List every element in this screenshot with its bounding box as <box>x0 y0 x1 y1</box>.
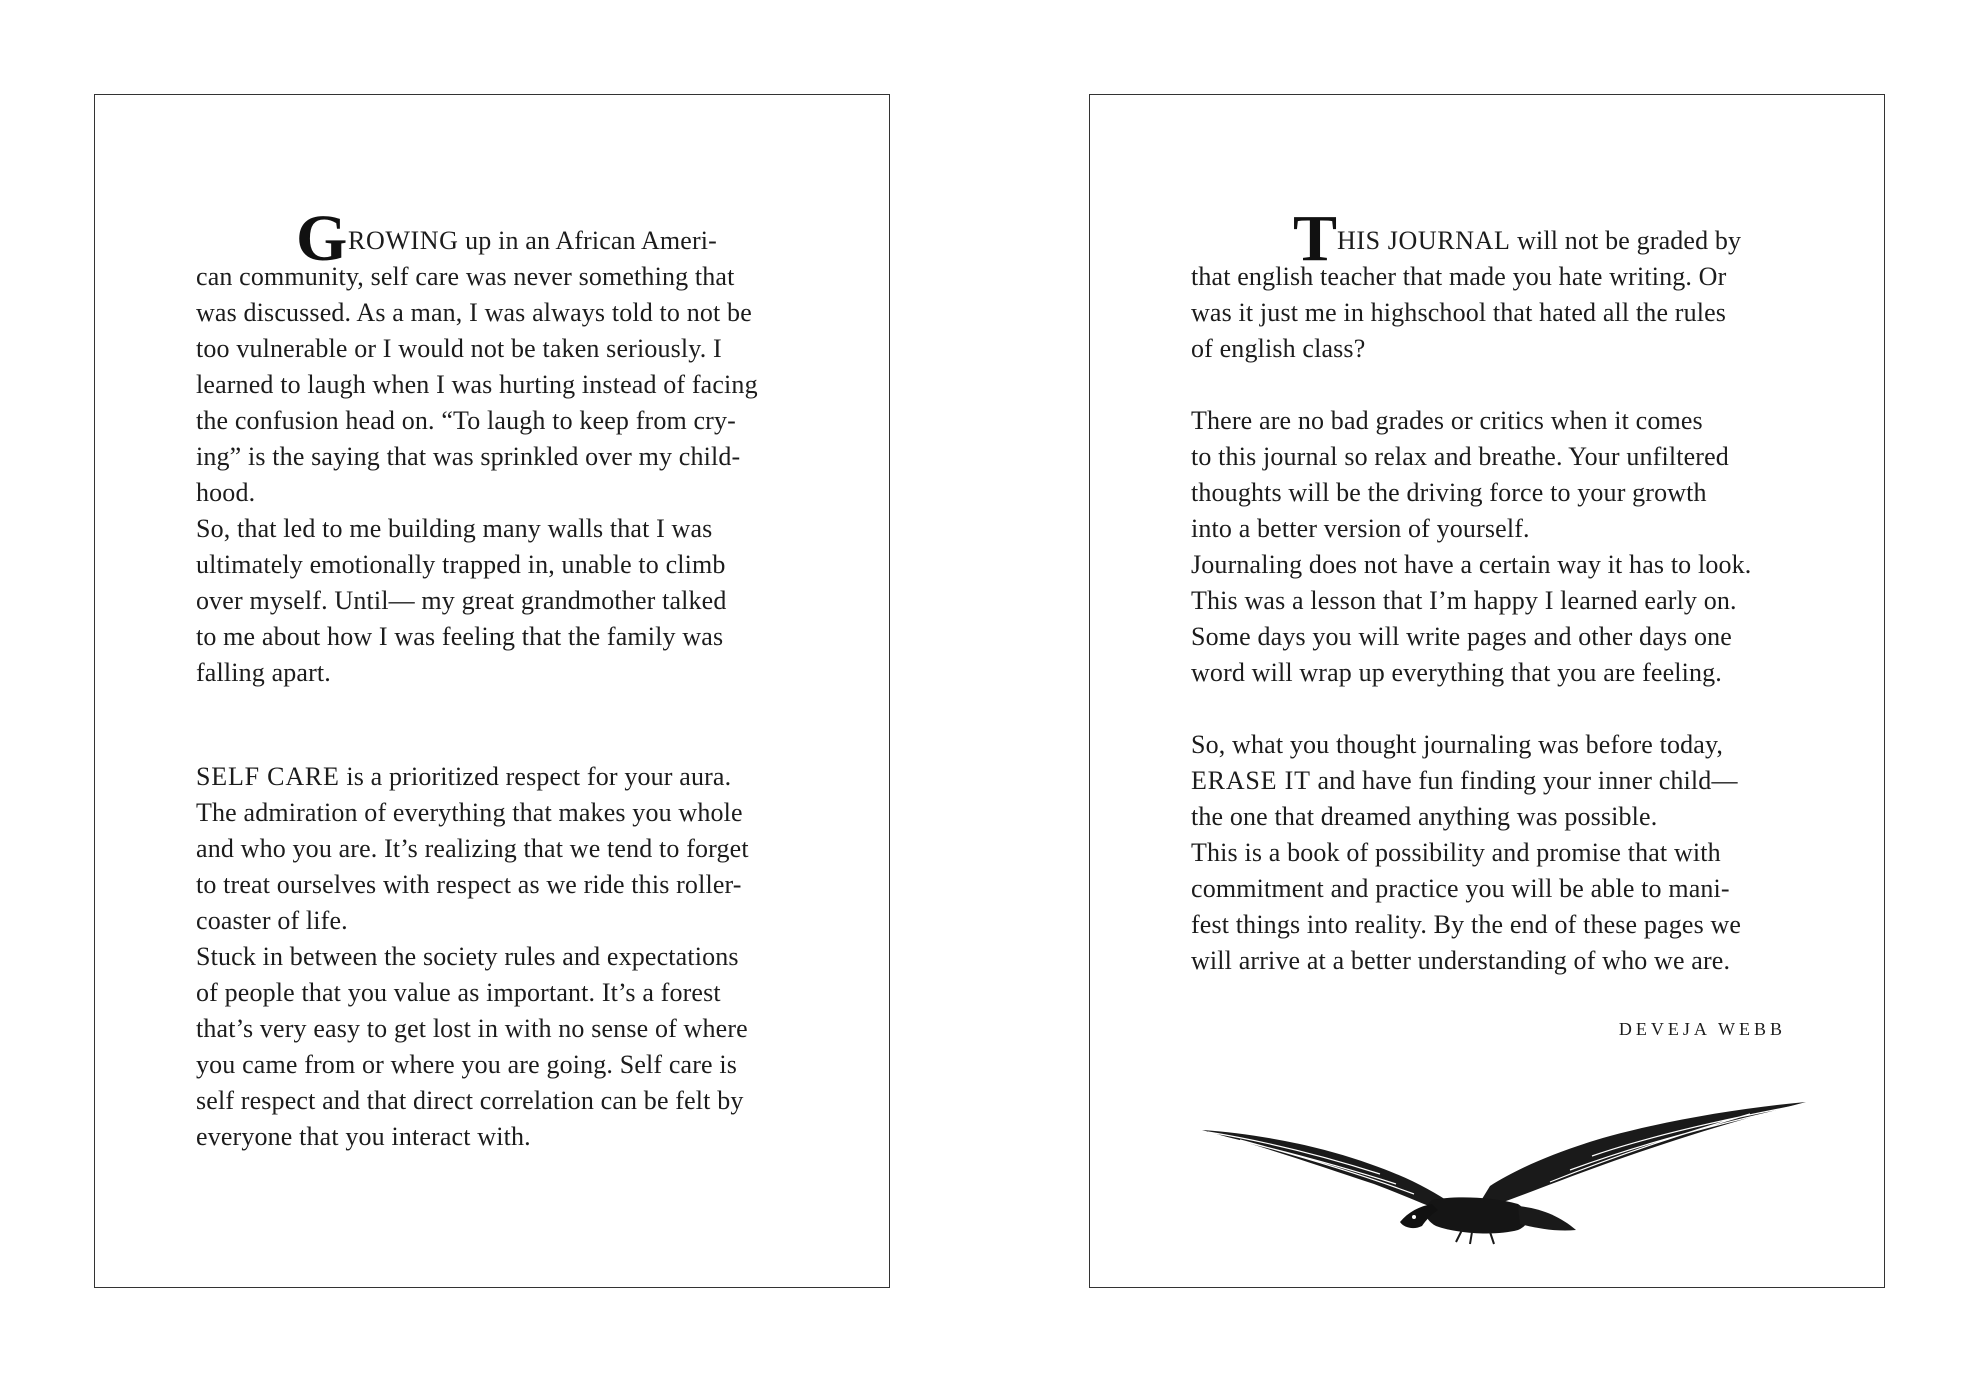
self-care-section <box>196 759 793 1155</box>
journaling-way-paragraph <box>1191 547 1788 691</box>
lead-word: ROWING <box>348 226 459 255</box>
text-line: There are no bad grades or critics when it comes <box>1191 406 1703 435</box>
text-line: will arrive at a better understanding of who we are. <box>1191 946 1731 975</box>
text-line: of people that you value as important. It’s a forest <box>196 978 721 1007</box>
text-line: This was a lesson that I’m happy I learned early on. <box>1191 586 1737 615</box>
text-line: and have fun finding your inner child— <box>1317 766 1738 795</box>
text-line: hood. <box>196 478 256 507</box>
self-care-paragraph <box>196 759 793 939</box>
text-line: learned to laugh when I was hurting instead of facing <box>196 370 758 399</box>
text-line: can community, self care was never something that <box>196 262 735 291</box>
text-line: fest things into reality. By the end of these pages we <box>1191 910 1742 939</box>
right-page <box>1089 94 1885 1288</box>
no-bad-grades-section <box>1191 403 1788 691</box>
text-line: word will wrap up everything that you are feeling. <box>1191 658 1722 687</box>
no-bad-grades-paragraph <box>1191 403 1788 547</box>
text-line: will not be graded by <box>1517 226 1742 255</box>
text-line: too vulnerable or I would not be taken seriously. I <box>196 334 722 363</box>
growing-up-section <box>196 202 793 691</box>
author-signature: DEVEJA WEBB <box>1618 1019 1786 1039</box>
text-line: So, what you thought journaling was before today, <box>1191 730 1724 759</box>
this-journal-section <box>1191 202 1788 367</box>
growing-up-paragraph <box>196 202 793 511</box>
text-line: that english teacher that made you hate writing. Or <box>1191 262 1727 291</box>
text-line: thoughts will be the driving force to your growth <box>1191 478 1707 507</box>
erase-it-keyword: ERASE IT <box>1191 766 1311 795</box>
text-line: Journaling does not have a certain way it has to look. <box>1191 550 1752 579</box>
text-line: Some days you will write pages and other days one <box>1191 622 1732 651</box>
text-line: was discussed. As a man, I was always told to not be <box>196 298 752 327</box>
text-line: So, that led to me building many walls that I was <box>196 514 713 543</box>
text-line: commitment and practice you will be able to mani- <box>1191 874 1730 903</box>
lead-word: HIS JOURNAL <box>1337 226 1511 255</box>
self-care-keyword: SELF CARE <box>196 762 340 791</box>
text-line: the confusion head on. “To laugh to keep from cry- <box>196 406 736 435</box>
erase-it-paragraph <box>1191 727 1788 835</box>
text-line: everyone that you interact with. <box>196 1122 531 1151</box>
text-line: to me about how I was feeling that the family was <box>196 622 724 651</box>
text-line: and who you are. It’s realizing that we tend to forget <box>196 834 749 863</box>
text-line: over myself. Until— my great grandmother talked <box>196 586 727 615</box>
walls-paragraph <box>196 511 793 691</box>
text-line: ultimately emotionally trapped in, unable to climb <box>196 550 726 579</box>
possibility-paragraph <box>1191 835 1788 979</box>
text-line: coaster of life. <box>196 906 348 935</box>
text-line: into a better version of yourself. <box>1191 514 1530 543</box>
text-line: to treat ourselves with respect as we ride this roller- <box>196 870 742 899</box>
eagle-icon <box>1200 1100 1810 1245</box>
text-line: The admiration of everything that makes you whole <box>196 798 743 827</box>
forest-paragraph <box>196 939 793 1155</box>
text-line: up in an African Ameri- <box>465 226 717 255</box>
drop-cap: G <box>296 202 348 275</box>
text-line: self respect and that direct correlation can be felt by <box>196 1086 744 1115</box>
text-line: was it just me in highschool that hated all the rules <box>1191 298 1727 327</box>
text-line: is a prioritized respect for your aura. <box>346 762 732 791</box>
text-line: the one that dreamed anything was possible. <box>1191 802 1658 831</box>
this-journal-paragraph <box>1191 202 1788 367</box>
erase-it-section <box>1191 727 1788 979</box>
drop-cap: T <box>1293 202 1338 275</box>
left-page <box>94 94 890 1288</box>
text-line: of english class? <box>1191 334 1366 363</box>
text-line: that’s very easy to get lost in with no sense of where <box>196 1014 748 1043</box>
text-line: to this journal so relax and breathe. Your unfiltered <box>1191 442 1729 471</box>
text-line: falling apart. <box>196 658 331 687</box>
text-line: This is a book of possibility and promise that with <box>1191 838 1721 867</box>
text-line: ing” is the saying that was sprinkled over my child- <box>196 442 741 471</box>
text-line: you came from or where you are going. Self care is <box>196 1050 738 1079</box>
text-line: Stuck in between the society rules and expectations <box>196 942 739 971</box>
